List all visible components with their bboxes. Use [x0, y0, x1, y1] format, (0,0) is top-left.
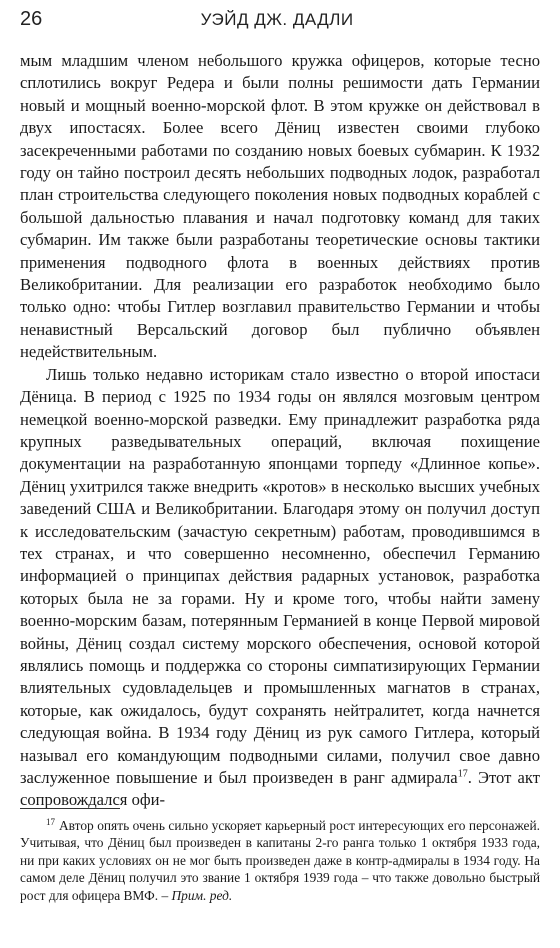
- editor-note: Прим. ред.: [171, 887, 233, 903]
- footnote-divider: [20, 808, 120, 809]
- footnote-text: Автор опять очень сильно ускоряет карьерный рост интересующих его персонажей. Учитывая, что Дёниц был произведен в капитаны 2-го ранга только 1 октября 1933 года, ни при каких условиях он не мог быть произведен даже в контр-адмиралы в 1934 году. На самом деле Дёниц получил это звание 1 октября 1939 года – что также довольно быстрый рост для офицера ВМФ. –: [20, 818, 540, 903]
- footnote-number: 17: [46, 816, 55, 827]
- paragraph-2-tail: . Этот акт сопровождался офи-: [20, 768, 540, 810]
- footnote-reference[interactable]: 17: [457, 768, 468, 780]
- page-header: [20, 8, 540, 38]
- footnote: [20, 817, 540, 904]
- paragraph-1: мым младшим членом небольшого кружка офицеров, которые тесно сплотились вокруг Редера и были полны решимости дать Германии новый и мощный военно-морской флот. В этом кружке он действовал в двух ипостасях. Более всего Дёниц известен своими глубоко засекреченными работами по созданию новых боевых субмарин. К 1932 году он тайно построил десять небольших подводных лодок, разработал план строительства следующего поколения новых подводных кораблей с большой дальностью плавания и начал подготовку команд для таких субмарин. Им также были разработаны теоретические основы тактики применения подводного флота в военных действиях против Великобритании. Для реализации его разработок необходимо было только одно: чтобы Гитлер возглавил правительство Германии и чтобы ненавистный Версальский договор был публично объявлен недействительным.: [20, 51, 540, 362]
- paragraph-2: [20, 364, 540, 812]
- paragraph-2-text: Лишь только недавно историкам стало известно о второй ипостаси Дёница. В период с 1925 по 1934 годы он являлся мозговым центром немецкой военно-морской разведки. Ему принадлежит разработка ряда крупных разведывательных операций, включая похищение документации на разработанную японцами торпеду «Длинное копье». Дёниц ухитрился также внедрить «кротов» в несколько высших учебных заведений США и Великобритании. Благодаря этому он получил доступ к исследовательским (зачастую секретным) работам, проводившимся в тех странах, и что совершенно несомненно, обеспечил Германию информацией о принципах действия радарных установок, разработка которых была не за горами. Ну и кроме того, чтобы найти замену военно-морским базам, потерянным Германией в конце Первой мировой войны, Дёниц создал систему морского обеспечения, основой которой являлись помощь и поддержка со стороны симпатизирующих Германии влиятельных судовладельцев и промышленных магнатов в странах, которые, как ожидалось, будут сохранять нейтралитет, когда начнется следующая война. В 1934 году Дёниц из рук самого Гитлера, который называл его командующим подводными силами, получил свое давно заслуженное повышение и был произведен в ранг адмирала: [20, 364, 540, 787]
- page-number: 26: [20, 8, 43, 30]
- running-head: УЭЙД ДЖ. ДАДЛИ: [200, 10, 354, 29]
- body-text: [20, 50, 540, 812]
